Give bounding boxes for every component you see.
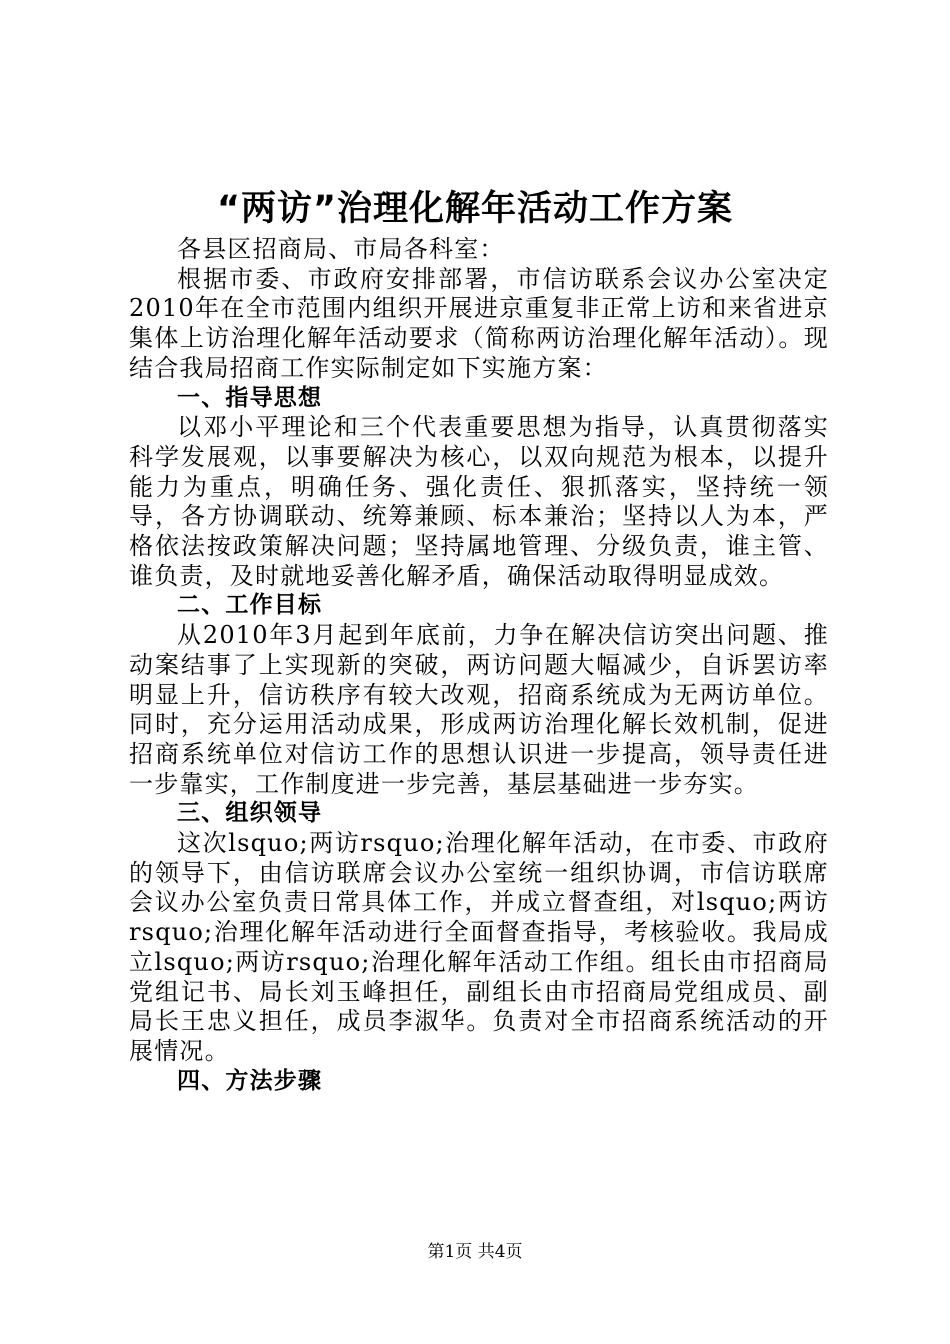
section-heading-guiding-ideology: 一、指导思想 [177,384,323,411]
section-paragraph-work-goals: 从2010年3月起到年底前，力争在解决信访突出问题、推动案结事了上实现新的突破，两访问题大幅减少，自诉罢访率明显上升，信访秩序有较大改观，招商系统成为无两访单位。同时，充分运用活动成果，形成两访治理化解长效机制，促进招商系统单位对信访工作的思想认识进一步提高，领导责任进一步靠实，工作制度进一步完善，基层基础进一步夯实。 [129,621,829,798]
section-paragraph-organization: 这次lsquo;两访rsquo;治理化解年活动，在市委、市政府的领导下，由信访联席会议办公室统一组织协调，市信访联席会议办公室负责日常具体工作，并成立督查组，对lsquo;两访rsquo;治理化解年活动进行全面督查指导，考核验收。我局成立lsquo;两访rsquo;治理化解年活动工作组。组长由市招商局党组记书、局长刘玉峰担任，副组长由市招商局党组成员、副局长王忠义担任，成员李淑华。负责对全市招商系统活动的开展情况。 [129,829,829,1065]
section-heading-methods: 四、方法步骤 [177,1067,323,1094]
page-number-footer: 第1页 共4页 [427,1242,523,1262]
section-paragraph-guiding-ideology: 以邓小平理论和三个代表重要思想为指导，认真贯彻落实科学发展观，以事要解决为核心，以双向规范为根本，以提升能力为重点，明确任务、强化责任、狠抓落实，坚持统一领导，各方协调联动、统筹兼顾、标本兼治；坚持以人为本，严格依法按政策解决问题；坚持属地管理、分级负责，谁主管、谁负责，及时就地妥善化解矛盾，确保活动取得明显成效。 [129,413,829,590]
document-body [129,235,829,1096]
section-heading-work-goals: 二、工作目标 [177,592,323,619]
section-heading-organization: 三、组织领导 [177,800,323,827]
document-title: “两访”治理化解年活动工作方案 [216,189,733,229]
intro-paragraph: 根据市委、市政府安排部署，市信访联系会议办公室决定2010年在全市范围内组织开展进京重复非正常上访和来省进京集体上访治理化解年活动要求（简称两访治理化解年活动）。现结合我局招商工作实际制定如下实施方案： [129,264,829,382]
salutation: 各县区招商局、市局各科室： [177,235,505,263]
